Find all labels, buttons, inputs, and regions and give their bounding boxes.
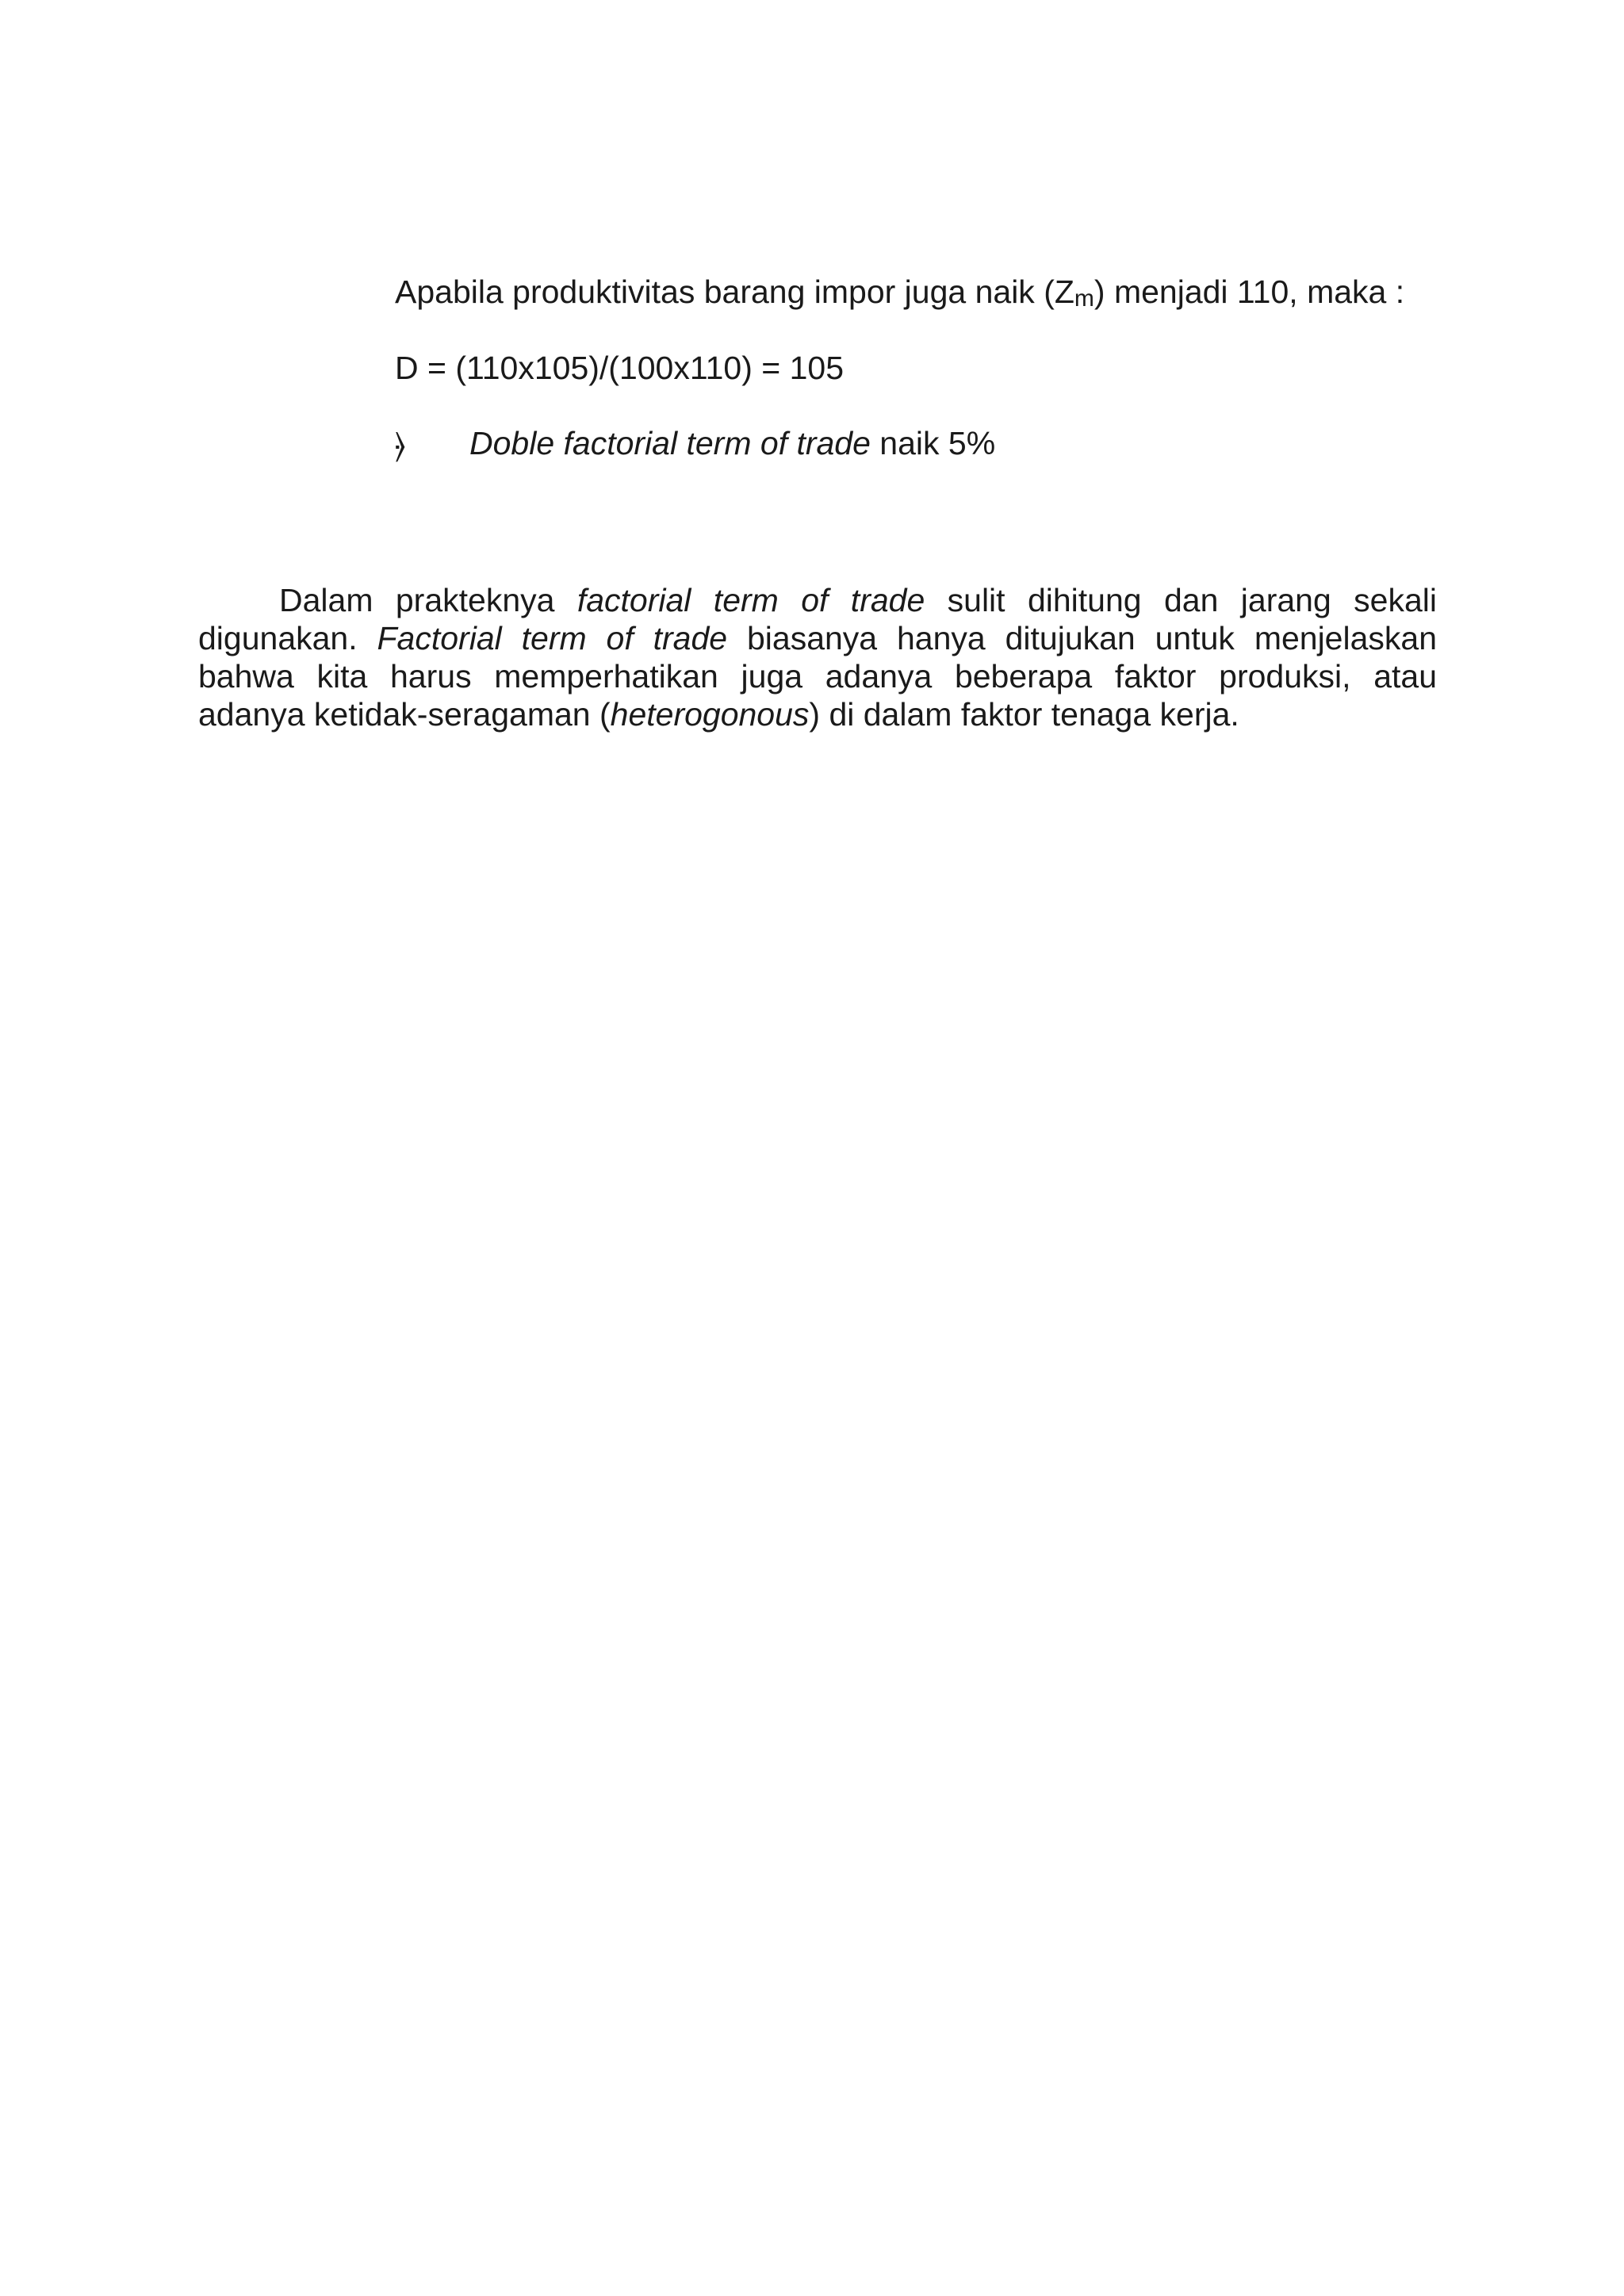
intro-subscript: m [1074, 285, 1094, 312]
paragraph-line-4-start: adanya ketidak-seragaman ( [198, 696, 611, 733]
conclusion-text [469, 424, 995, 462]
paragraph-line-2 [198, 619, 1437, 657]
intro-text-start: Apabila produktivitas barang impor juga naik (Z [395, 274, 1074, 310]
conclusion-italic: Doble factorial term of trade [469, 425, 871, 461]
paragraph-line-3: bahwa kita harus memperhatikan juga adanya beberapa faktor produksi, atau [198, 658, 1437, 695]
paragraph-line-2-end: biasanya hanya ditujukan untuk menjelaskan [727, 620, 1437, 656]
intro-line [395, 273, 1404, 318]
paragraph-line-4-italic: heterogonous [610, 696, 810, 733]
paragraph-line-1-start: Dalam prakteknya [279, 582, 577, 618]
paragraph-line-4-end: ) di dalam faktor tenaga kerja. [809, 696, 1239, 733]
paragraph-line-1-italic: factorial term of trade [576, 582, 925, 618]
paragraph-line-4 [198, 695, 1437, 733]
body-paragraph [198, 581, 1437, 733]
implies-arrow-icon: ⦒ [395, 427, 406, 463]
intro-text-end: ) menjadi 110, maka : [1094, 274, 1405, 310]
paragraph-line-1 [198, 581, 1437, 619]
paragraph-line-1-end: sulit dihitung dan jarang sekali [925, 582, 1437, 618]
conclusion-rest: naik 5% [870, 425, 996, 461]
paragraph-line-2-start: digunakan. [198, 620, 377, 656]
formula-line: D = (110x105)/(100x110) = 105 [395, 350, 845, 386]
paragraph-line-2-italic: Factorial term of trade [377, 620, 728, 656]
